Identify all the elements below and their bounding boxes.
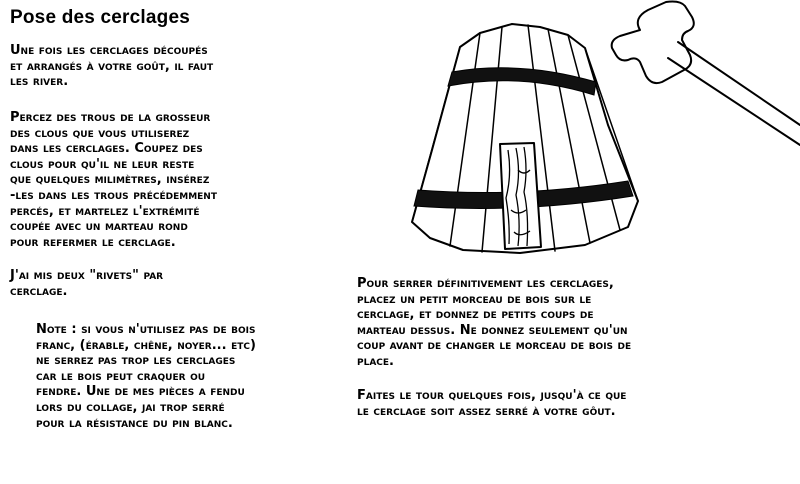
instructions-paragraph: Percez des trous de la grosseur des clous que vous utiliserez dans les cerclages. Coupez des clous pour qu'il ne leur reste que quelques milimètres, insérez -les dans les trous précédemment percés, et martelez l'extrémité coupée avec un marteau rond pour refermer le cerclage. (10, 110, 217, 250)
page-title: Pose des cerclages (10, 7, 190, 28)
final-paragraph: Faites le tour quelques fois, jusqu'à ce que le cerclage soit assez serré à votre gôut. (357, 388, 627, 419)
wood-block-icon (500, 143, 541, 249)
hammer-icon (612, 2, 800, 146)
intro-paragraph: Une fois les cerclages découpés et arrangés à votre goût, il faut les river. (10, 43, 214, 90)
rivets-paragraph: J'ai mis deux "rivets" par cerclage. (10, 268, 164, 299)
note-paragraph: Note : si vous n'utilisez pas de bois franc, (érable, chêne, noyer... etc) ne serrez pas trop les cerclages car le bois peut craquer ou fendre. Une de mes pièces a fendu lors du collage, jai trop serré pour la résistance du pin blanc. (36, 322, 256, 431)
tightening-paragraph: Pour serrer définitivement les cerclages, placez un petit morceau de bois sur le cerclage, et donnez de petits coups de marteau dessus. Ne donnez seulement qu'un coup avant de changer le morceau de bois de place. (357, 276, 632, 369)
